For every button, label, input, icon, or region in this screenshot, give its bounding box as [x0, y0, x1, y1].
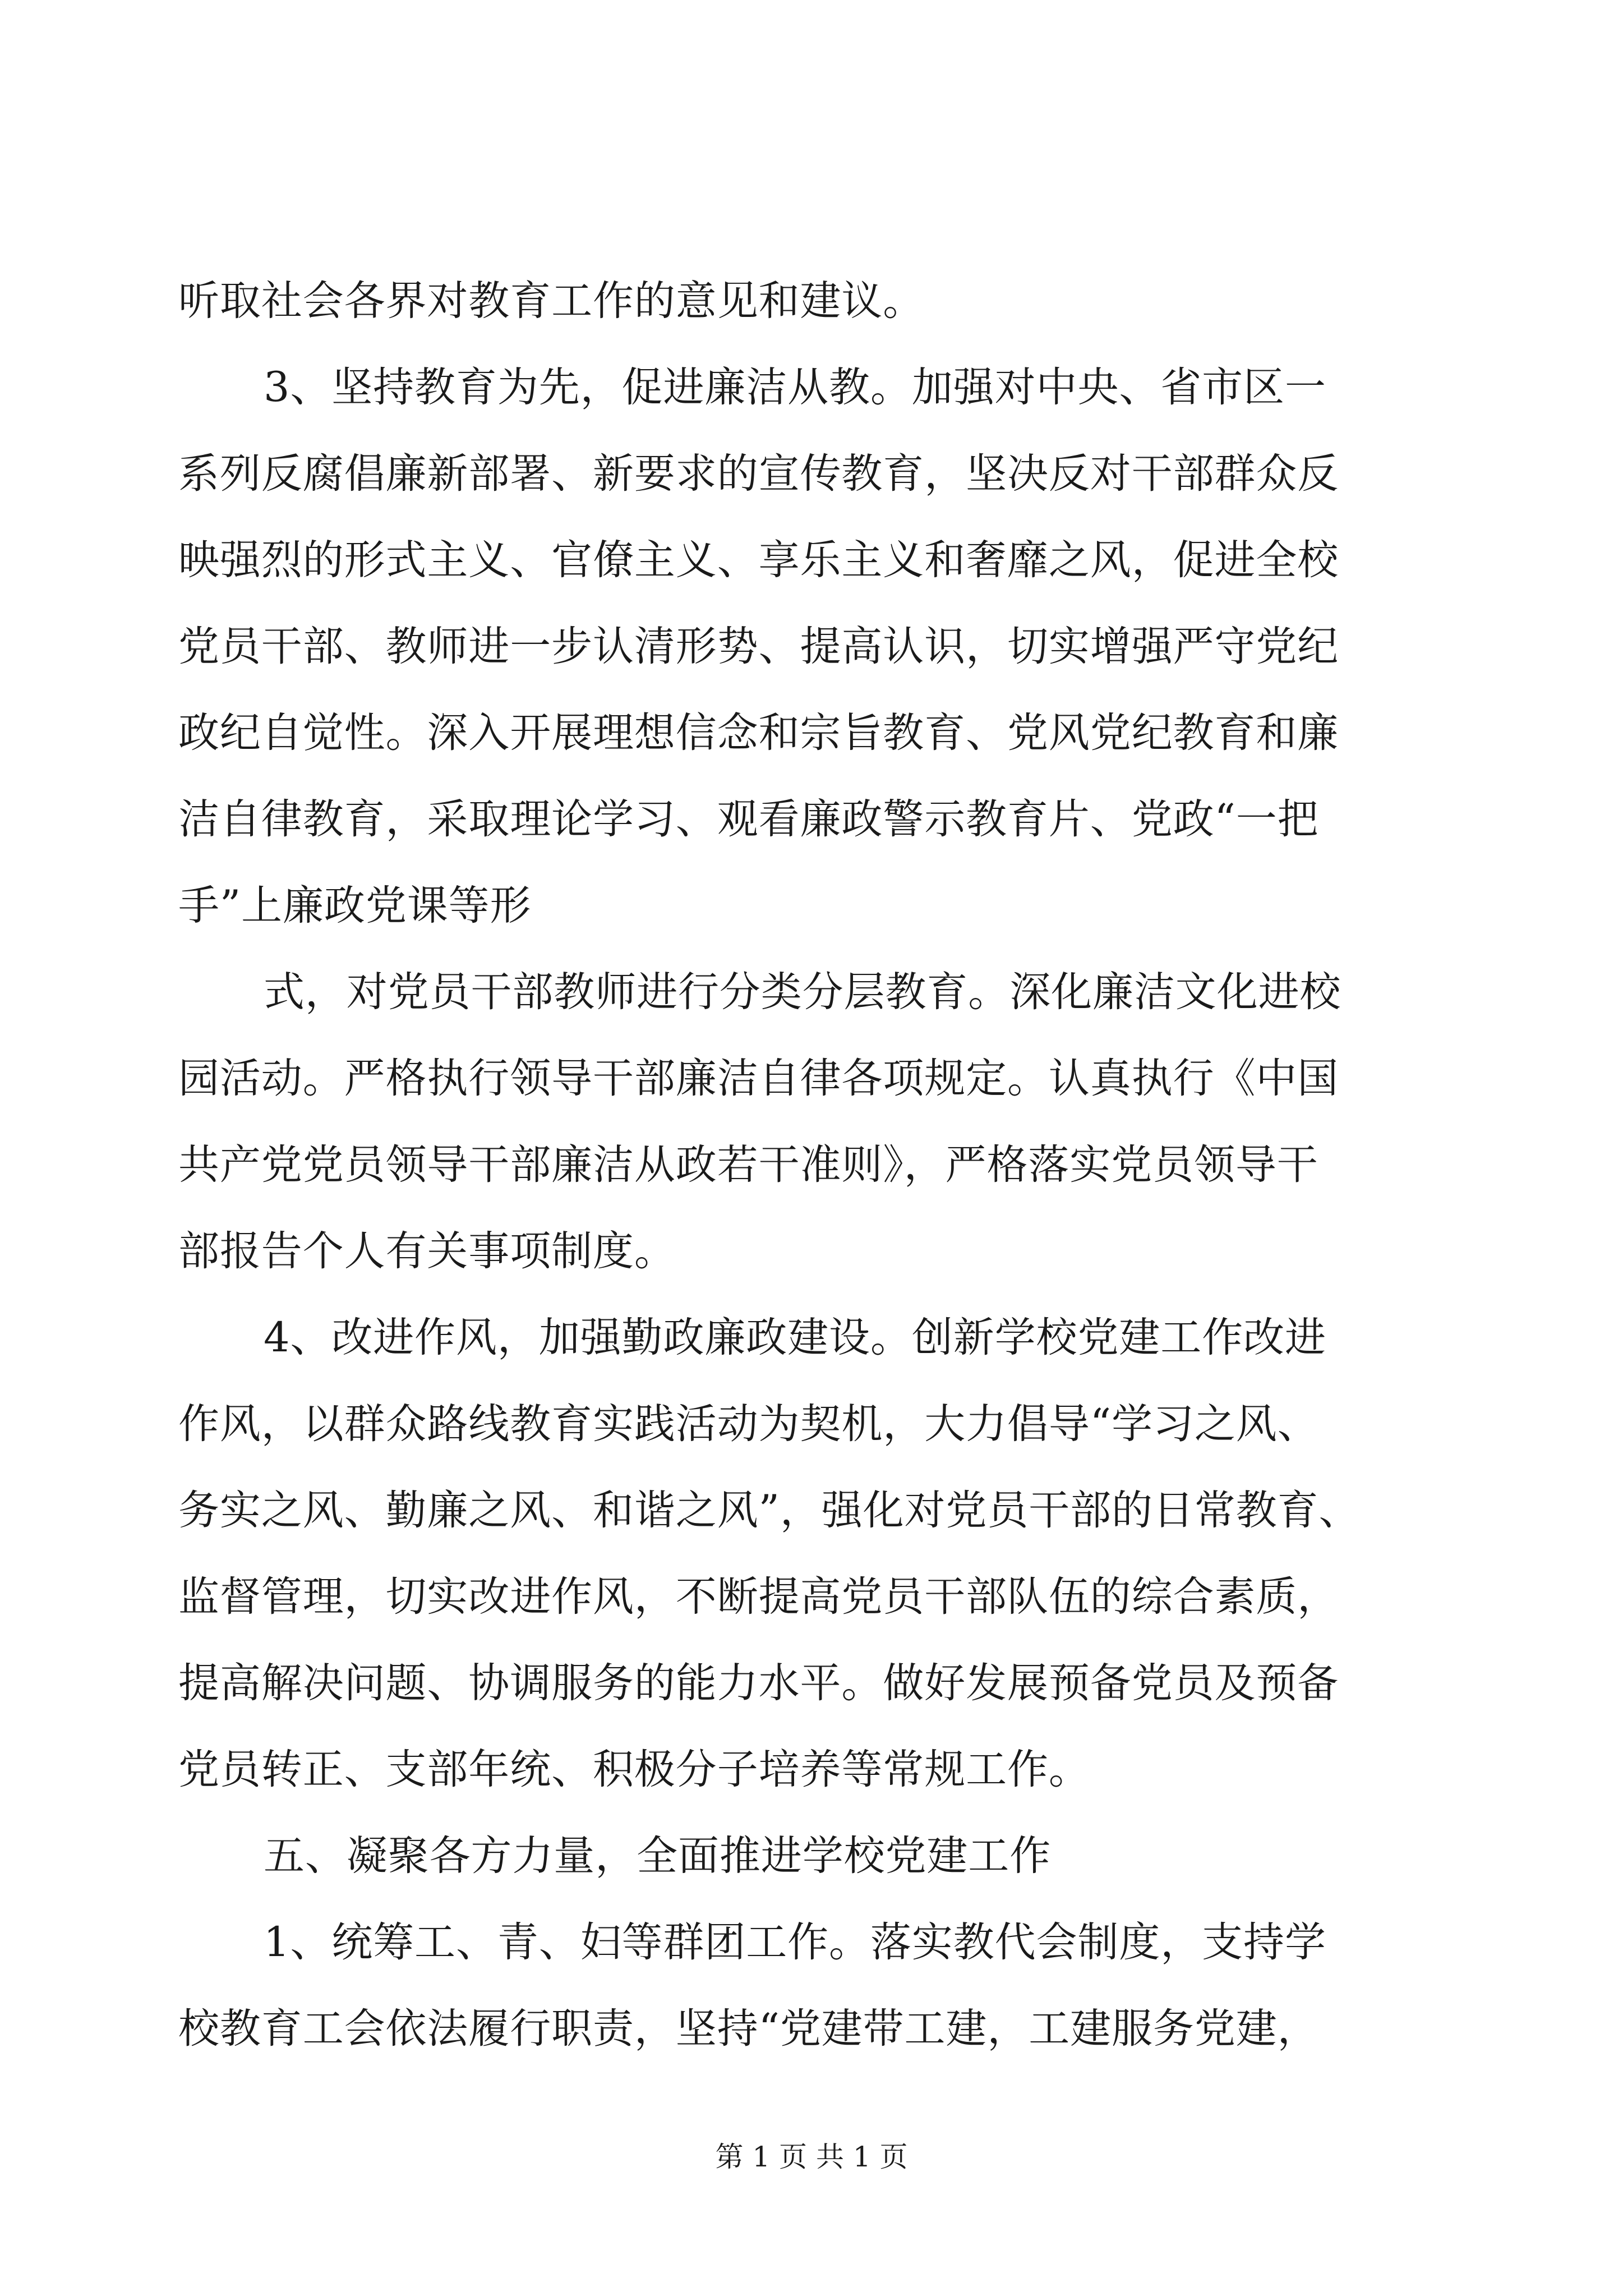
text-line: 政纪自觉性。深入开展理想信念和宗旨教育、党风党纪教育和廉: [178, 709, 1339, 757]
text-line: 作风，以群众路线教育实践活动为契机，大力倡导“学习之风、: [178, 1400, 1319, 1448]
text-line: 监督管理，切实改进作风，不断提高党员干部队伍的综合素质，: [178, 1573, 1339, 1621]
section-heading: 五、凝聚各方力量，全面推进学校党建工作: [264, 1832, 1052, 1880]
text-line: 洁自律教育，采取理论学习、观看廉政警示教育片、党政“一把: [178, 795, 1319, 843]
text-line: 共产党党员领导干部廉洁从政若干准则》，严格落实党员领导干: [178, 1141, 1318, 1189]
text-line: 务实之风、勤廉之风、和谐之风”，强化对党员干部的日常教育、: [178, 1487, 1361, 1534]
text-line: 4、改进作风，加强勤政廉政建设。创新学校党建工作改进: [264, 1314, 1326, 1361]
text-line: 党员转正、支部年统、积极分子培养等常规工作。: [178, 1746, 1090, 1793]
text-line: 党员干部、教师进一步认清形势、提高认识，切实增强严守党纪: [178, 623, 1339, 670]
text-line: 式，对党员干部教师进行分类分层教育。深化廉洁文化进校: [264, 968, 1341, 1016]
text-line: 部报告个人有关事项制度。: [178, 1227, 676, 1275]
text-line: 听取社会各界对教育工作的意见和建议。: [178, 277, 925, 325]
text-line: 系列反腐倡廉新部署、新要求的宣传教育，坚决反对干部群众反: [178, 450, 1339, 498]
page-number-footer: 第 1 页 共 1 页: [715, 2141, 908, 2173]
text-line: 3、坚持教育为先，促进廉洁从教。加强对中央、省市区一: [264, 364, 1326, 411]
text-line: 1、统筹工、青、妇等群团工作。落实教代会制度，支持学: [264, 1918, 1326, 1966]
text-line: 映强烈的形式主义、官僚主义、享乐主义和奢靡之风，促进全校: [178, 536, 1339, 584]
text-line: 园活动。严格执行领导干部廉洁自律各项规定。认真执行《中国: [178, 1055, 1339, 1102]
text-line: 提高解决问题、协调服务的能力水平。做好发展预备党员及预备: [178, 1659, 1339, 1707]
text-line: 校教育工会依法履行职责，坚持“党建带工建，工建服务党建，: [178, 2005, 1319, 2053]
document-body: [178, 258, 1446, 2072]
text-line: 手”上廉政党课等形: [178, 882, 532, 930]
